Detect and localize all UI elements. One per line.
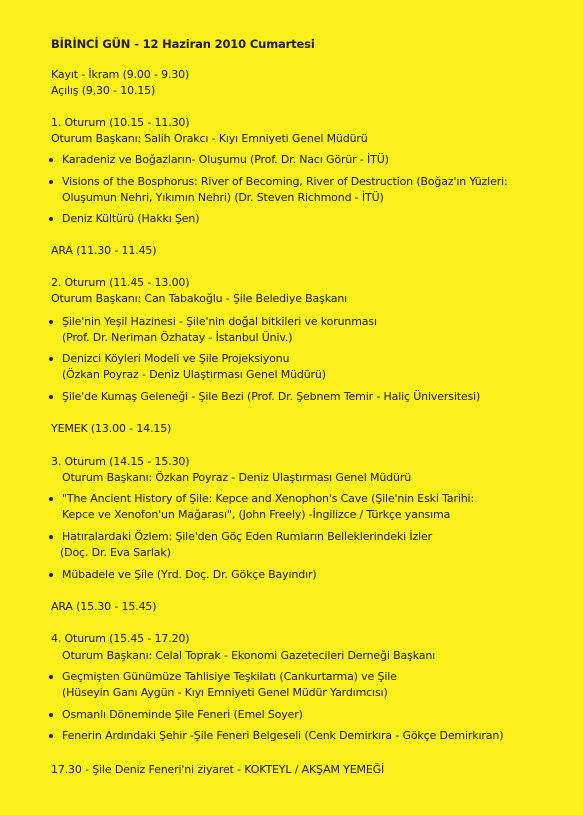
lunch-line: YEMEK (13.00 - 14.15): [51, 422, 172, 435]
opening-line: Açılış (9.30 - 10.15): [51, 84, 156, 97]
closing-line: 17.30 - Şile Deniz Feneri'ni ziyaret - KOKTEYL / AKŞAM YEMEĞİ: [51, 763, 385, 776]
session2-item-1-cont: (Prof. Dr. Neriman Özhatay - İstanbul Üniv.): [62, 331, 293, 344]
day-title: BİRİNCİ GÜN - 12 Haziran 2010 Cumartesi: [51, 37, 315, 51]
session1-item-3: Deniz Kültürü (Hakkı Şen): [51, 212, 199, 226]
session3-item-2-cont: (Doç. Dr. Eva Sarlak): [60, 546, 171, 559]
session1-title: 1. Oturum (10.15 - 11.30): [51, 116, 190, 129]
session3-chair: Oturum Başkanı: Özkan Poyraz - Deniz Ulaştırması Genel Müdürü: [62, 471, 412, 484]
session2-item-2-cont: (Özkan Poyraz - Deniz Ulaştırması Genel Müdürü): [62, 368, 326, 381]
session4-item-3: Fenerin Ardındaki Şehir -Şile Feneri Belgeseli (Cenk Demirkıra - Gökçe Demirkıran): [51, 729, 503, 743]
session4-title: 4. Oturum (15.45 - 17.20): [51, 632, 190, 645]
session2-item-3: Şile'de Kumaş Geleneği - Şile Bezi (Prof. Dr. Şebnem Temir - Haliç Üniversitesi): [51, 390, 480, 404]
session4-item-1: Geçmişten Günümüze Tahlisiye Teşkilatı (Cankurtarma) ve Şile: [51, 670, 397, 684]
session1-chair: Oturum Başkanı: Salih Orakcı - Kıyı Emniyeti Genel Müdürü: [51, 132, 368, 145]
session3-item-1-cont: Kepce ve Xenofon'un Mağarası", (John Freely) -İngilizce / Türkçe yansıma: [62, 508, 451, 521]
session2-chair: Oturum Başkanı: Can Tabakoğlu - Şile Belediye Başkanı: [51, 292, 348, 305]
session2-item-1: Şile'nin Yeşil Hazinesi - Şile'nin doğal bitkileri ve korunması: [51, 315, 377, 329]
session4-item-1-cont: (Hüseyin Ganı Aygün - Kıyı Emniyeti Genel Müdür Yardımcısı): [62, 686, 388, 699]
registration-line: Kayıt - İkram (9.00 - 9.30): [51, 68, 190, 81]
session1-item-1: Karadeniz ve Boğazların- Oluşumu (Prof. Dr. Nacı Görür - İTÜ): [51, 153, 389, 167]
break2-line: ARA (15.30 - 15.45): [51, 600, 157, 613]
session1-item-2-cont: Oluşumun Nehri, Yıkımın Nehri) (Dr. Steven Richmond - İTÜ): [62, 191, 384, 204]
session2-item-2: Denizci Köyleri Modeli ve Şile Projeksiyonu: [51, 352, 289, 366]
session3-title: 3. Oturum (14.15 - 15.30): [51, 455, 190, 468]
break1-line: ARA (11.30 - 11.45): [51, 244, 157, 257]
session3-item-2: Hatıralardaki Özlem: Şile'den Göç Eden Rumların Belleklerindeki İzler: [51, 530, 432, 544]
session3-item-3: Mübadele ve Şile (Yrd. Doç. Dr. Gökçe Bayındır): [51, 568, 317, 582]
session4-chair: Oturum Başkanı: Celal Toprak - Ekonomi Gazetecileri Derneği Başkanı: [62, 649, 436, 662]
session4-item-2: Osmanlı Döneminde Şile Feneri (Emel Soyer): [51, 708, 303, 722]
session2-title: 2. Oturum (11.45 - 13.00): [51, 276, 190, 289]
session1-item-2: Visions of the Bosphorus: River of Becoming, River of Destruction (Boğaz'ın Yüzleri:: [51, 175, 508, 189]
session3-item-1: "The Ancient History of Şile: Kepce and Xenophon's Cave (Şile'nin Eski Tarihi:: [51, 492, 474, 506]
